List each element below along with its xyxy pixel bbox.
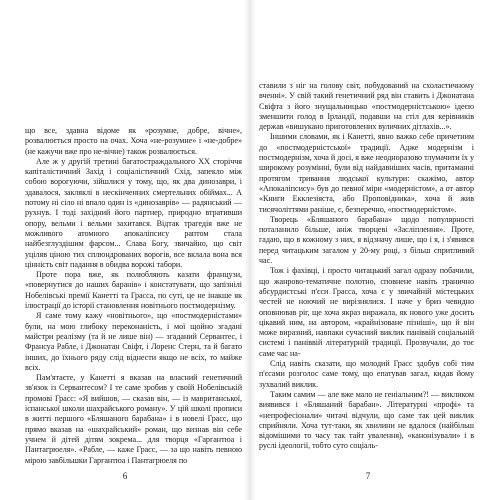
paragraph: ставили з ніг на голову світ, побудований на схоластичному вченні». У свій такий генетичний ряд він ставить і Джонатана Свіфта з його знущальницько «постмодерністською» ідеєю зменшити голод в Ірландії, подавши на стіл для керівників держав «вишукано приготовлених вуличних дітлахів...». [259, 81, 474, 132]
book-gutter [244, 0, 256, 500]
paragraph: Іншими словами, як і Канетті, явно важко себе причетним до «постмодерністської» традиції. Адже модернізм і постмодернізм, хоча й досі, я вже неодноразово тлумачити їх у широкому розумінні, були від найдавніших часів, притаманні протягом тривання людської культури: скажімо, автор «Апокаліпсису» був до певної міри «модерністом», а от автор «Книги Екклезіяста, або Проповідника», хоча й жив тисячоліттями раніше, є, безперечно, «постмодерністом». [259, 132, 474, 214]
paragraph: Але ж у другій третині багатостраждального ХХ сторіччя капіталістичний Захід і соціалістичний Схід, запекло між собою ворогуючи, зійшлися у тому, що, як два динозаври, і здавалося, закляклі в нескінченних смертельних обіймах... А потому ні сіло ні впало один із «динозаврів» — радянський — рухнув. І тоді західний його партнер, природно втративши опору, вельми і вельми захитався. Відтак трагедія вже не можливого атомного апокаліпсису раптом стала найбезглуздішим фарсом... Слава Богу, звичайно, що світ уціляв ціною тих сплюндрованих ворогів, все вклала вона вся цінність світ падання в обидва ворожі табори. [25, 156, 242, 269]
right-page-text [259, 81, 474, 452]
paragraph: Я саме тому кажу «новітнього», що «постмодерністами» були, на мою глибоку переконаність, і мої щойно згадані майстри реалізму (та й не лише він) — згаданий Сервантес, і Франсуа Рабле, і Джонатан Свіфт, і Лоренс Стерн, та й багато інших, до їхнього ряду слід віднести якщо не всіх, то майже всіх. [25, 311, 242, 372]
paragraph: Слід навіть сказати, що молодий Грасс здобув собі тим п'єсами розголос саме тому, що епатував загал, кидав йому зухвалий виклик. [259, 359, 474, 389]
paragraph: що все, здавна відоме як «розумне, добре, вічне», розвалюється просто на очах. Хоча «не-розумне» і «не-добре» (не кажучи вже про не-вічне) також розвалюється. [25, 126, 242, 156]
page-number: 6 [122, 471, 128, 481]
left-page-text [25, 126, 242, 466]
page-number: 7 [365, 471, 371, 481]
paragraph: Проте пора вже, як полюбляють казати французи, «повернутися до наших баранів» і констатувати, що запізнілі Нобелівські премії Канетті та Грасса, по суті, це не інакше як ілюстрації до історії становлення новітнього постмодернізму. [25, 270, 242, 311]
paragraph: Таким самим — але вже мало не геніальним?! — викликом виявився і «Бляшаний барабан». Літературні «профі» та «непрофесіонали» читачі відчули, що саме так цей виклик сприйняли. Хоча тут-таки, як хвилини не вдалося (найбільш відомішими то часу так тайт увалення), «канонізували» і в руслі ідеології, тобто суто соціаль- [259, 389, 474, 451]
paragraph: Творець «Бляшаного барабана» щодо популярності поталанило більше, аніж творцеві «Засліплення». Проте, гадаю, що в кожному з них, я відзначу лише, що і я, і з'явився перед читацьким загалом у 20-му році, з більш спритливий час. [259, 214, 474, 266]
paragraph: Пам'ятаєте, у Канетті я вказав на власний генетичний зв'язок із Сервантесом? І те саме зробив у своїй Нобелівській промові Грасс: «Я вийшов, — сказав він, — із мавританської, іспанської школи шахрайського роману». У цій школі прописи в житті першого «Бляшаного барабана» і в новелі Грасс, що прямо вказав на «шахрайський» роман, що визнав він себе учнем й дітей дітям зокрема... для творця «Гаргантюа і Пантагрюеля». «Рабле, — каже Грасс, — за що навіть певною мірою завбільшки Гаргантюа і Пантагрюеля по [25, 373, 242, 465]
right-page [250, 0, 500, 500]
paragraph: Тож і фахівці, і просто читацький загал одразу побачили, що жанрово-тематичне полотно, сповнене навіть гранично абсурдистські п'єси Грасса, хоча є у звичайній містецьких честей не ноючий не вирізнялися. І наче у бриз чевидно оповнював ріг, ще хоча якраз виражала, як нового уже досить цікавий ним, на автором, «крайнізоване пізніші», що й він може виразний, навпаки сучасний виклик паніввій соціальній системі і паніввій літературній традиції. Прозвучали, до тоє саме час на- [259, 266, 474, 358]
